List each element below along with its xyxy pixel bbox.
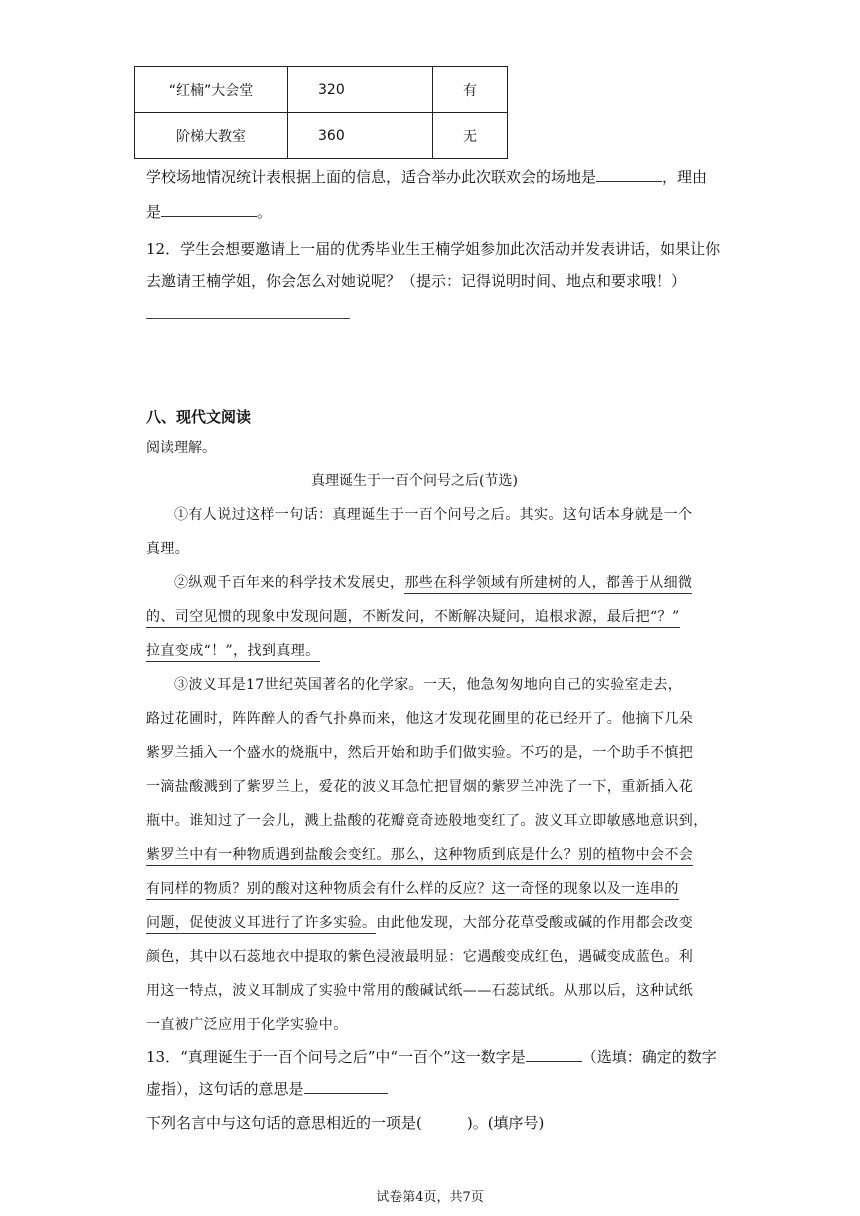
- answer-blank-venue[interactable]: [596, 166, 662, 182]
- passage-text: 由此他发现，大部分花草受酸或碱的作用都会改变: [376, 915, 694, 931]
- q13-text: 13．“真理诞生于一百个问号之后”中“一百个”这一数字是: [146, 1048, 526, 1066]
- q13-line-3: 下列名言中与这句话的意思相近的一项是( )。(填序号): [146, 1114, 545, 1132]
- passage-line: 真理。: [146, 541, 190, 557]
- instruction-text: 阅读理解。: [146, 440, 216, 456]
- q11-line-1: [146, 166, 707, 187]
- passage-line: [146, 640, 320, 660]
- passage-line: 用这一特点，波义耳制成了实验中常用的酸碱试纸——石蕊试纸。从那以后，这种试纸: [146, 983, 694, 999]
- venue-table: [134, 66, 508, 159]
- passage-text: ②纵观千百年来的科学技术发展史，: [174, 575, 405, 591]
- passage-line: 颜色，其中以石蕊地衣中提取的紫色浸液最明显：它遇酸变成红色，遇碱变成蓝色。利: [146, 949, 694, 965]
- answer-blank-meaning[interactable]: [304, 1078, 388, 1094]
- q11-text: 。: [257, 203, 273, 221]
- passage-line: 紫罗兰插入一个盛水的烧瓶中，然后开始和助手们做实验。不巧的是，一个助手不慎把: [146, 745, 694, 761]
- page-footer: 试卷第4页，共7页: [376, 1190, 484, 1205]
- q13-text: （选填：确定的数字: [581, 1048, 717, 1066]
- equipment-cell: 无: [433, 113, 508, 159]
- q11-text: ，理由: [662, 168, 708, 186]
- passage-line: [146, 606, 680, 626]
- table-row: [135, 67, 508, 113]
- q13-text: 虚指），这句话的意思是: [146, 1080, 304, 1098]
- passage-line: [146, 878, 679, 898]
- q13-line-2: [146, 1078, 388, 1099]
- venue-name-cell: “红楠”大会堂: [135, 67, 288, 113]
- answer-line-q12[interactable]: [146, 318, 350, 319]
- capacity-cell: 360: [288, 113, 433, 159]
- q11-text: 是: [146, 203, 162, 221]
- table-row: [135, 113, 508, 159]
- passage-line: [146, 912, 693, 932]
- equipment-cell: 有: [433, 67, 508, 113]
- underlined-sentence: 问题，促使波义耳进行了许多实验。: [146, 915, 376, 934]
- q11-text: 学校场地情况统计表根据上面的信息，适合举办此次联欢会的场地是: [146, 168, 597, 186]
- passage-line: 路过花圃时，阵阵醉人的香气扑鼻而来，他这才发现花圃里的花已经开了。他摘下几朵: [146, 711, 694, 727]
- underlined-sentence: 有同样的物质？别的酸对这种物质会有什么样的反应？这一奇怪的现象以及一连串的: [146, 881, 679, 900]
- passage-line: [174, 572, 692, 592]
- underlined-sentence: 那些在科学领域有所建树的人，都善于从细微: [404, 575, 692, 594]
- capacity-cell: 320: [288, 67, 433, 113]
- underlined-sentence: 的、司空见惯的现象中发现问题，不断发问，不断解决疑问，追根求源，最后把“？”: [146, 609, 680, 628]
- q11-line-2: [146, 201, 272, 222]
- answer-blank-number[interactable]: [526, 1046, 582, 1062]
- q12-line-1: 12．学生会想要邀请上一届的优秀毕业生王楠学姐参加此次活动并发表讲话，如果让你: [146, 240, 721, 258]
- q13-line-1: [146, 1046, 717, 1067]
- passage-line: 一滴盐酸溅到了紫罗兰上，爱花的波义耳急忙把冒烟的紫罗兰冲洗了一下，重新插入花: [146, 779, 694, 795]
- passage-title: 真理诞生于一百个问号之后(节选): [311, 473, 518, 489]
- section-heading: 八、现代文阅读: [146, 408, 252, 426]
- passage-line: 瓶中。谁知过了一会儿，溅上盐酸的花瓣竟奇迹般地变红了。波义耳立即敏感地意识到，: [146, 813, 708, 829]
- answer-blank-reason[interactable]: [161, 201, 257, 217]
- venue-name-cell: 阶梯大教室: [135, 113, 288, 159]
- passage-line: [146, 844, 693, 864]
- passage-line: ①有人说过这样一句话：真理诞生于一百个问号之后。其实。这句话本身就是一个: [174, 507, 693, 523]
- passage-line: ③波义耳是17世纪英国著名的化学家。一天，他急匆匆地向自己的实验室走去，: [174, 677, 683, 693]
- underlined-sentence: 紫罗兰中有一种物质遇到盐酸会变红。那么，这种物质到底是什么？别的植物中会不会: [146, 847, 693, 866]
- underlined-sentence: 拉直变成“！”，找到真理。: [146, 643, 320, 662]
- q12-line-2: 去邀请王楠学姐，你会怎么对她说呢？（提示：记得说明时间、地点和要求哦！）: [146, 272, 687, 290]
- passage-line: 一直被广泛应用于化学实验中。: [146, 1017, 348, 1033]
